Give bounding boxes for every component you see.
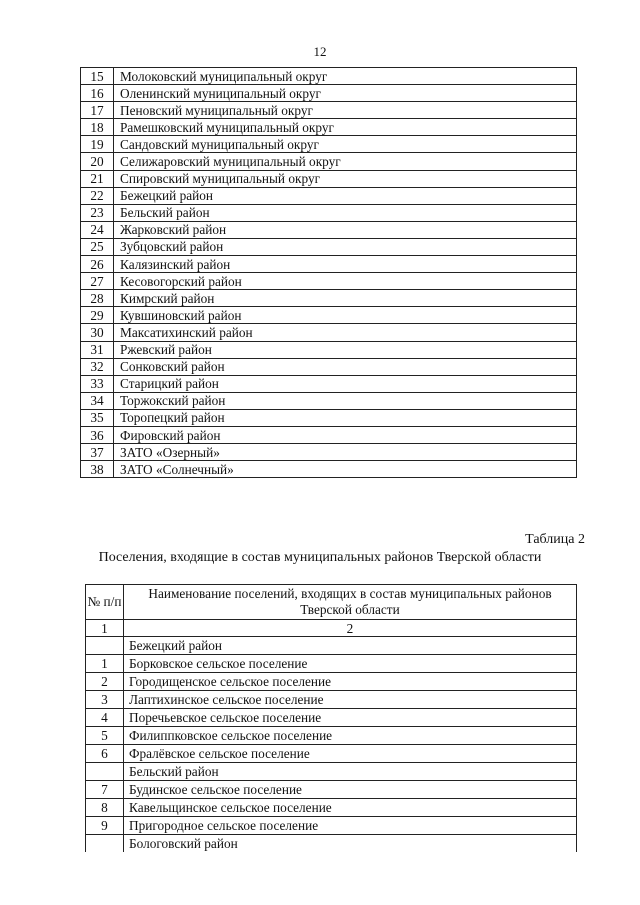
row-name: Кимрский район — [114, 290, 577, 307]
row-number: 5 — [86, 727, 124, 745]
row-number: 17 — [81, 102, 114, 119]
row-number: 4 — [86, 709, 124, 727]
row-number: 7 — [86, 781, 124, 799]
table-row — [81, 341, 577, 358]
table-row — [81, 256, 577, 273]
table-row — [81, 119, 577, 136]
row-name: Борковское сельское поселение — [124, 655, 577, 673]
table-row — [86, 673, 577, 691]
table-row — [81, 290, 577, 307]
table-row — [86, 799, 577, 817]
table-row — [81, 187, 577, 204]
row-name: Фралёвское сельское поселение — [124, 745, 577, 763]
row-name: Спировский муниципальный округ — [114, 170, 577, 187]
table-label: Таблица 2 — [525, 532, 585, 547]
municipalities-table-body — [81, 68, 577, 478]
row-number: 2 — [86, 673, 124, 691]
table-row — [86, 727, 577, 745]
page-number: 12 — [313, 44, 327, 59]
row-number: 34 — [81, 392, 114, 409]
row-name: Кесовогорский район — [114, 273, 577, 290]
row-name: Пригородное сельское поселение — [124, 817, 577, 835]
column-index-2: 2 — [124, 620, 577, 637]
table-row — [86, 691, 577, 709]
settlements-table — [85, 584, 577, 852]
row-number — [86, 637, 124, 655]
table-row — [81, 358, 577, 375]
row-name: Бельский район — [114, 204, 577, 221]
row-name: ЗАТО «Озерный» — [114, 444, 577, 461]
row-name: Кавельщинское сельское поселение — [124, 799, 577, 817]
row-number: 21 — [81, 170, 114, 187]
row-number: 22 — [81, 187, 114, 204]
row-number: 3 — [86, 691, 124, 709]
row-number: 23 — [81, 204, 114, 221]
table-row — [86, 781, 577, 799]
row-number: 30 — [81, 324, 114, 341]
row-number: 31 — [81, 341, 114, 358]
row-number: 27 — [81, 273, 114, 290]
table-row — [81, 375, 577, 392]
row-name: Жарковский район — [114, 221, 577, 238]
row-name: Будинское сельское поселение — [124, 781, 577, 799]
municipalities-table — [80, 67, 577, 478]
row-number: 20 — [81, 153, 114, 170]
row-number: 16 — [81, 85, 114, 102]
row-name: Сонковский район — [114, 358, 577, 375]
table-row — [86, 655, 577, 673]
table-row — [81, 409, 577, 426]
row-name: Старицкий район — [114, 375, 577, 392]
row-name: Филиппковское сельское поселение — [124, 727, 577, 745]
table-row — [81, 324, 577, 341]
table-row — [86, 745, 577, 763]
row-name: Сандовский муниципальный округ — [114, 136, 577, 153]
table-row — [86, 835, 577, 853]
settlements-table-body — [86, 585, 577, 853]
table-row — [86, 709, 577, 727]
row-number: 26 — [81, 256, 114, 273]
table-header-row — [86, 585, 577, 620]
table-row — [81, 461, 577, 478]
row-number: 9 — [86, 817, 124, 835]
row-name: Оленинский муниципальный округ — [114, 85, 577, 102]
column-index-1: 1 — [86, 620, 124, 637]
table-row — [81, 102, 577, 119]
table-row — [81, 136, 577, 153]
row-number: 6 — [86, 745, 124, 763]
table-row — [86, 637, 577, 655]
row-number — [86, 763, 124, 781]
table-row — [81, 221, 577, 238]
row-name: Торопецкий район — [114, 409, 577, 426]
row-number: 36 — [81, 426, 114, 443]
row-name: Кувшиновский район — [114, 307, 577, 324]
row-name: Зубцовский район — [114, 238, 577, 255]
row-name: Пеновский муниципальный округ — [114, 102, 577, 119]
table-row — [81, 204, 577, 221]
header-num: № п/п — [86, 585, 124, 620]
row-number — [86, 835, 124, 853]
row-number: 35 — [81, 409, 114, 426]
table-row — [86, 763, 577, 781]
row-name: Молоковский муниципальный округ — [114, 68, 577, 85]
table-title: Поселения, входящие в состав муниципальных районов Тверской области — [98, 550, 542, 565]
table-row — [81, 85, 577, 102]
row-number: 24 — [81, 221, 114, 238]
row-name: Калязинский район — [114, 256, 577, 273]
table-row — [81, 426, 577, 443]
row-name: Торжокский район — [114, 392, 577, 409]
row-name: Бельский район — [124, 763, 577, 781]
row-number: 8 — [86, 799, 124, 817]
table-row — [81, 392, 577, 409]
table-row — [81, 307, 577, 324]
row-number: 28 — [81, 290, 114, 307]
table-row — [81, 170, 577, 187]
row-number: 33 — [81, 375, 114, 392]
row-number: 38 — [81, 461, 114, 478]
table-row — [81, 153, 577, 170]
row-number: 37 — [81, 444, 114, 461]
header-name: Наименование поселений, входящих в состав муниципальных районов Тверской области — [124, 585, 577, 620]
row-number: 18 — [81, 119, 114, 136]
row-name: Бежецкий район — [114, 187, 577, 204]
column-index-row — [86, 620, 577, 637]
row-number: 25 — [81, 238, 114, 255]
row-name: Поречьевское сельское поселение — [124, 709, 577, 727]
table-row — [86, 817, 577, 835]
row-number: 1 — [86, 655, 124, 673]
table-row — [81, 238, 577, 255]
table-row — [81, 444, 577, 461]
row-number: 32 — [81, 358, 114, 375]
row-number: 19 — [81, 136, 114, 153]
row-name: Лаптихинское сельское поселение — [124, 691, 577, 709]
table-row — [81, 273, 577, 290]
row-name: Рамешковский муниципальный округ — [114, 119, 577, 136]
row-name: Максатихинский район — [114, 324, 577, 341]
row-name: Бологовский район — [124, 835, 577, 853]
row-number: 15 — [81, 68, 114, 85]
row-name: Селижаровский муниципальный округ — [114, 153, 577, 170]
row-name: Бежецкий район — [124, 637, 577, 655]
row-name: Фировский район — [114, 426, 577, 443]
row-number: 29 — [81, 307, 114, 324]
row-name: Ржевский район — [114, 341, 577, 358]
table-row — [81, 68, 577, 85]
row-name: Городищенское сельское поселение — [124, 673, 577, 691]
row-name: ЗАТО «Солнечный» — [114, 461, 577, 478]
